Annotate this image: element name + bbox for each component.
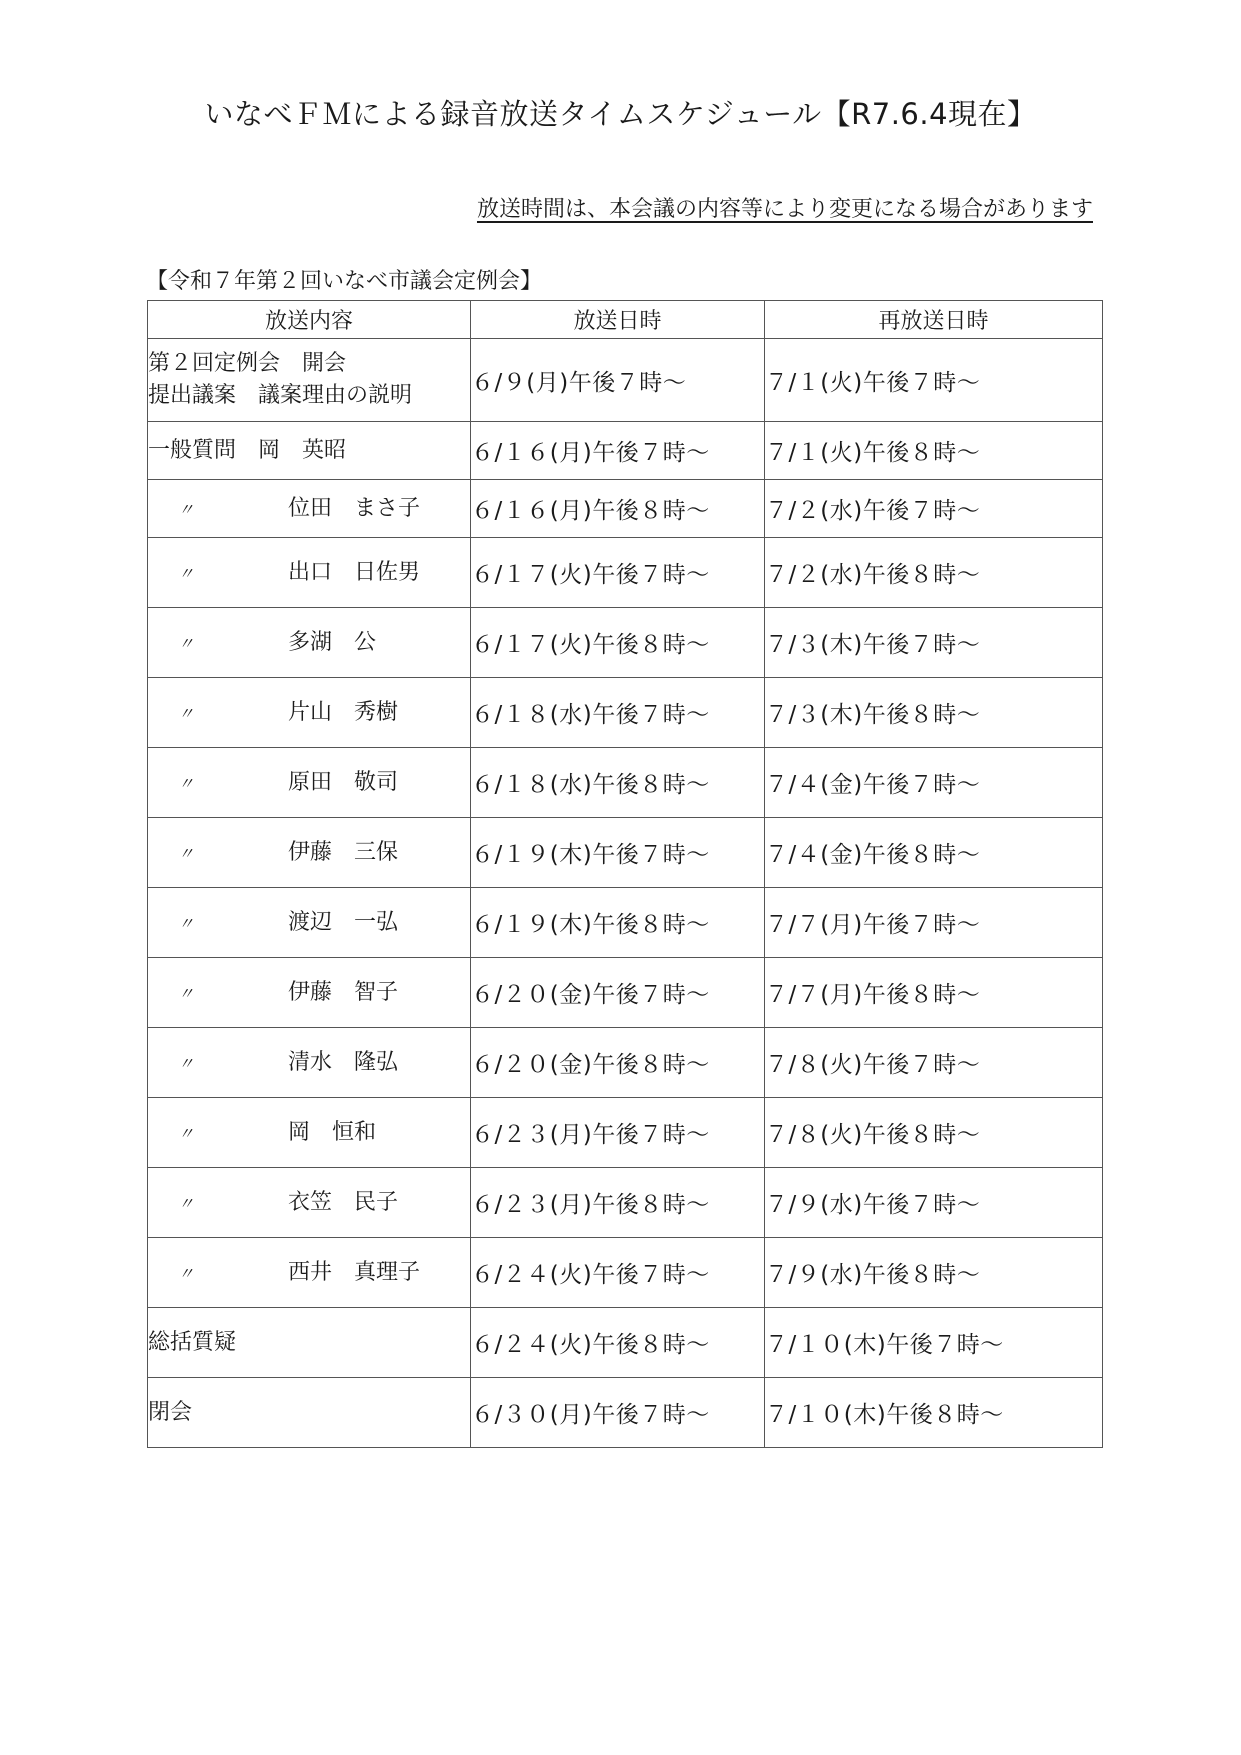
table-row	[148, 1238, 1103, 1308]
content-cell: 一般質問 岡 英昭	[148, 422, 471, 480]
questioner-name: 伊藤 三保	[288, 839, 399, 865]
broadcast-date-cell: ６/２０(金)午後８時～	[471, 1028, 765, 1098]
broadcast-date-cell: ６/２４(火)午後８時～	[471, 1308, 765, 1378]
rebroadcast-date-cell: ７/１０(木)午後７時～	[765, 1308, 1103, 1378]
table-row	[148, 1098, 1103, 1168]
broadcast-date-cell: ６/１８(水)午後８時～	[471, 748, 765, 818]
questioner-name: 西井 真理子	[288, 1259, 421, 1285]
rebroadcast-date-cell: ７/７(月)午後７時～	[765, 888, 1103, 958]
table-row	[148, 339, 1103, 422]
content-cell	[148, 339, 471, 422]
ditto-mark: 〃	[178, 913, 195, 933]
header-broadcast-date: 放送日時	[471, 301, 765, 339]
rebroadcast-date-cell: ７/２(水)午後７時～	[765, 480, 1103, 538]
broadcast-date-cell: ６/１７(火)午後８時～	[471, 608, 765, 678]
rebroadcast-date-cell: ７/３(木)午後７時～	[765, 608, 1103, 678]
content-cell	[148, 888, 471, 958]
broadcast-schedule-table	[147, 300, 1103, 1448]
questioner-name: 多湖 公	[288, 629, 377, 655]
questioner-name: 清水 隆弘	[288, 1049, 399, 1075]
rebroadcast-date-cell: ７/１(火)午後７時～	[765, 339, 1103, 422]
ditto-mark: 〃	[178, 633, 195, 653]
ditto-mark: 〃	[178, 773, 195, 793]
rebroadcast-date-cell: ７/９(水)午後７時～	[765, 1168, 1103, 1238]
table-row	[148, 678, 1103, 748]
header-rebroadcast-date: 再放送日時	[765, 301, 1103, 339]
page-title: いなべＦＭによる録音放送タイムスケジュール【R7.6.4現在】	[204, 97, 1037, 131]
rebroadcast-date-cell: ７/１０(木)午後８時～	[765, 1378, 1103, 1448]
ditto-mark: 〃	[178, 1263, 195, 1283]
rebroadcast-date-cell: ７/３(木)午後８時～	[765, 678, 1103, 748]
table-row	[148, 1168, 1103, 1238]
questioner-name: 衣笠 民子	[288, 1189, 399, 1215]
ditto-mark: 〃	[178, 1193, 195, 1213]
table-row	[148, 1308, 1103, 1378]
content-cell	[148, 1098, 471, 1168]
table-row	[148, 422, 1103, 480]
content-cell	[148, 1168, 471, 1238]
content-cell	[148, 818, 471, 888]
broadcast-date-cell: ６/２３(月)午後７時～	[471, 1098, 765, 1168]
rebroadcast-date-cell: ７/２(水)午後８時～	[765, 538, 1103, 608]
table-row	[148, 608, 1103, 678]
broadcast-date-cell: ６/１９(木)午後８時～	[471, 888, 765, 958]
ditto-mark: 〃	[178, 843, 195, 863]
rebroadcast-date-cell: ７/７(月)午後８時～	[765, 958, 1103, 1028]
content-cell	[148, 1238, 471, 1308]
table-header-row	[148, 301, 1103, 339]
rebroadcast-date-cell: ７/８(火)午後７時～	[765, 1028, 1103, 1098]
questioner-name: 原田 敬司	[288, 769, 399, 795]
broadcast-date-cell: ６/３０(月)午後７時～	[471, 1378, 765, 1448]
session-label: 【令和７年第２回いなべ市議会定例会】	[146, 269, 543, 294]
broadcast-date-cell: ６/２０(金)午後７時～	[471, 958, 765, 1028]
questioner-name: 片山 秀樹	[288, 699, 399, 725]
broadcast-date-cell: ６/１６(月)午後７時～	[471, 422, 765, 480]
questioner-name: 位田 まさ子	[288, 495, 421, 521]
questioner-name: 岡 恒和	[288, 1119, 377, 1145]
table-row	[148, 818, 1103, 888]
table-row	[148, 538, 1103, 608]
content-cell: 閉会	[148, 1378, 471, 1448]
content-cell	[148, 538, 471, 608]
table-row	[148, 480, 1103, 538]
broadcast-date-cell: ６/２４(火)午後７時～	[471, 1238, 765, 1308]
broadcast-date-cell: ６/１８(水)午後７時～	[471, 678, 765, 748]
table-row	[148, 748, 1103, 818]
rebroadcast-date-cell: ７/４(金)午後７時～	[765, 748, 1103, 818]
ditto-mark: 〃	[178, 1053, 195, 1073]
broadcast-date-cell: ６/１６(月)午後８時～	[471, 480, 765, 538]
header-content: 放送内容	[148, 301, 471, 339]
rebroadcast-date-cell: ７/９(水)午後８時～	[765, 1238, 1103, 1308]
questioner-name: 出口 日佐男	[288, 559, 421, 585]
table-row	[148, 888, 1103, 958]
broadcast-date-cell: ６/２３(月)午後８時～	[471, 1168, 765, 1238]
table-row	[148, 958, 1103, 1028]
content-cell	[148, 748, 471, 818]
schedule-change-notice: 放送時間は、本会議の内容等により変更になる場合があります	[476, 197, 1093, 222]
questioner-name: 伊藤 智子	[288, 979, 399, 1005]
content-line: 第２回定例会 開会	[148, 351, 347, 377]
content-cell	[148, 958, 471, 1028]
questioner-name: 渡辺 一弘	[288, 909, 399, 935]
ditto-mark: 〃	[178, 983, 195, 1003]
rebroadcast-date-cell: ７/８(火)午後８時～	[765, 1098, 1103, 1168]
table-row	[148, 1028, 1103, 1098]
broadcast-date-cell: ６/９(月)午後７時～	[471, 339, 765, 422]
content-cell	[148, 608, 471, 678]
ditto-mark: 〃	[178, 563, 195, 583]
ditto-mark: 〃	[178, 703, 195, 723]
ditto-mark: 〃	[178, 1123, 195, 1143]
content-cell	[148, 1028, 471, 1098]
rebroadcast-date-cell: ７/４(金)午後８時～	[765, 818, 1103, 888]
content-cell	[148, 480, 471, 538]
content-cell	[148, 678, 471, 748]
table-row	[148, 1378, 1103, 1448]
content-cell: 総括質疑	[148, 1308, 471, 1378]
broadcast-date-cell: ６/１７(火)午後７時～	[471, 538, 765, 608]
rebroadcast-date-cell: ７/１(火)午後８時～	[765, 422, 1103, 480]
broadcast-date-cell: ６/１９(木)午後７時～	[471, 818, 765, 888]
ditto-mark: 〃	[178, 499, 195, 519]
content-line: 提出議案 議案理由の説明	[148, 383, 413, 408]
